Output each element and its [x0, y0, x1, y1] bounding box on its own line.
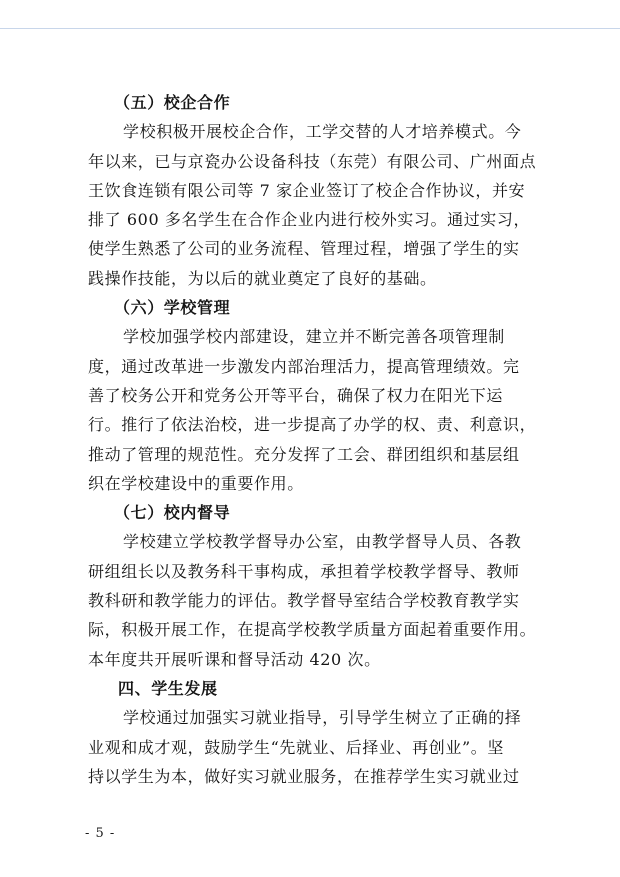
document-body — [88, 88, 543, 791]
paragraph-line: 王饮食连锁有限公司等 7 家企业签订了校企合作协议，并安 — [88, 180, 526, 200]
page-number: - 5 - — [85, 826, 116, 841]
paragraph-line: 研组组长以及教务科干事构成，承担着学校教学督导、教师 — [88, 561, 520, 581]
paragraph-line: 年以来，已与京瓷办公设备科技（东莞）有限公司、广州面点 — [88, 151, 537, 171]
top-rule — [0, 28, 620, 29]
paragraph-line: 学校建立学校教学督导办公室，由教学督导人员、各教 — [123, 532, 522, 552]
paragraph-line: 学校加强学校内部建设，建立并不断完善各项管理制 — [123, 327, 505, 347]
paragraph-line: 际，积极开展工作，在提高学校教学质量方面起着重要作用。 — [88, 620, 537, 640]
section-heading-5: （五）校企合作 — [114, 93, 231, 112]
paragraph-line: 织在学校建设中的重要作用。 — [88, 473, 304, 493]
paragraph-line: 学校通过加强实习就业指导，引导学生树立了正确的择 — [123, 708, 522, 728]
paragraph-line: 本年度共开展听课和督导活动 420 次。 — [88, 649, 381, 669]
paragraph-line: 善了校务公开和党务公开等平台，确保了权力在阳光下运 — [88, 385, 504, 405]
paragraph-line: 教科研和教学能力的评估。教学督导室结合学校教育教学实 — [88, 591, 520, 611]
section-heading-6: （六）学校管理 — [114, 298, 231, 318]
paragraph-line: 行。推行了依法治校，进一步提高了办学的权、责、利意识， — [88, 415, 537, 435]
paragraph-line: 持以学生为本，做好实习就业服务，在推荐学生实习就业过 — [88, 766, 520, 786]
paragraph-line: 业观和成才观，鼓励学生“先就业、后择业、再创业”。坚 — [88, 737, 504, 757]
section-heading-7: （七）校内督导 — [114, 503, 231, 523]
paragraph-line: 度，通过改革进一步激发内部治理活力，提高管理绩效。完 — [88, 356, 520, 376]
paragraph-line: 排了 600 多名学生在合作企业内进行校外实习。通过实习， — [88, 210, 531, 230]
paragraph-line: 学校积极开展校企合作，工学交替的人才培养模式。今 — [123, 122, 522, 142]
paragraph-line: 践操作技能，为以后的就业奠定了良好的基础。 — [88, 268, 437, 288]
paragraph-line: 推动了管理的规范性。充分发挥了工会、群团组织和基层组 — [88, 444, 520, 464]
paragraph-line: 使学生熟悉了公司的业务流程、管理过程，增强了学生的实 — [88, 239, 520, 259]
chapter-heading-4: 四、学生发展 — [118, 678, 218, 698]
